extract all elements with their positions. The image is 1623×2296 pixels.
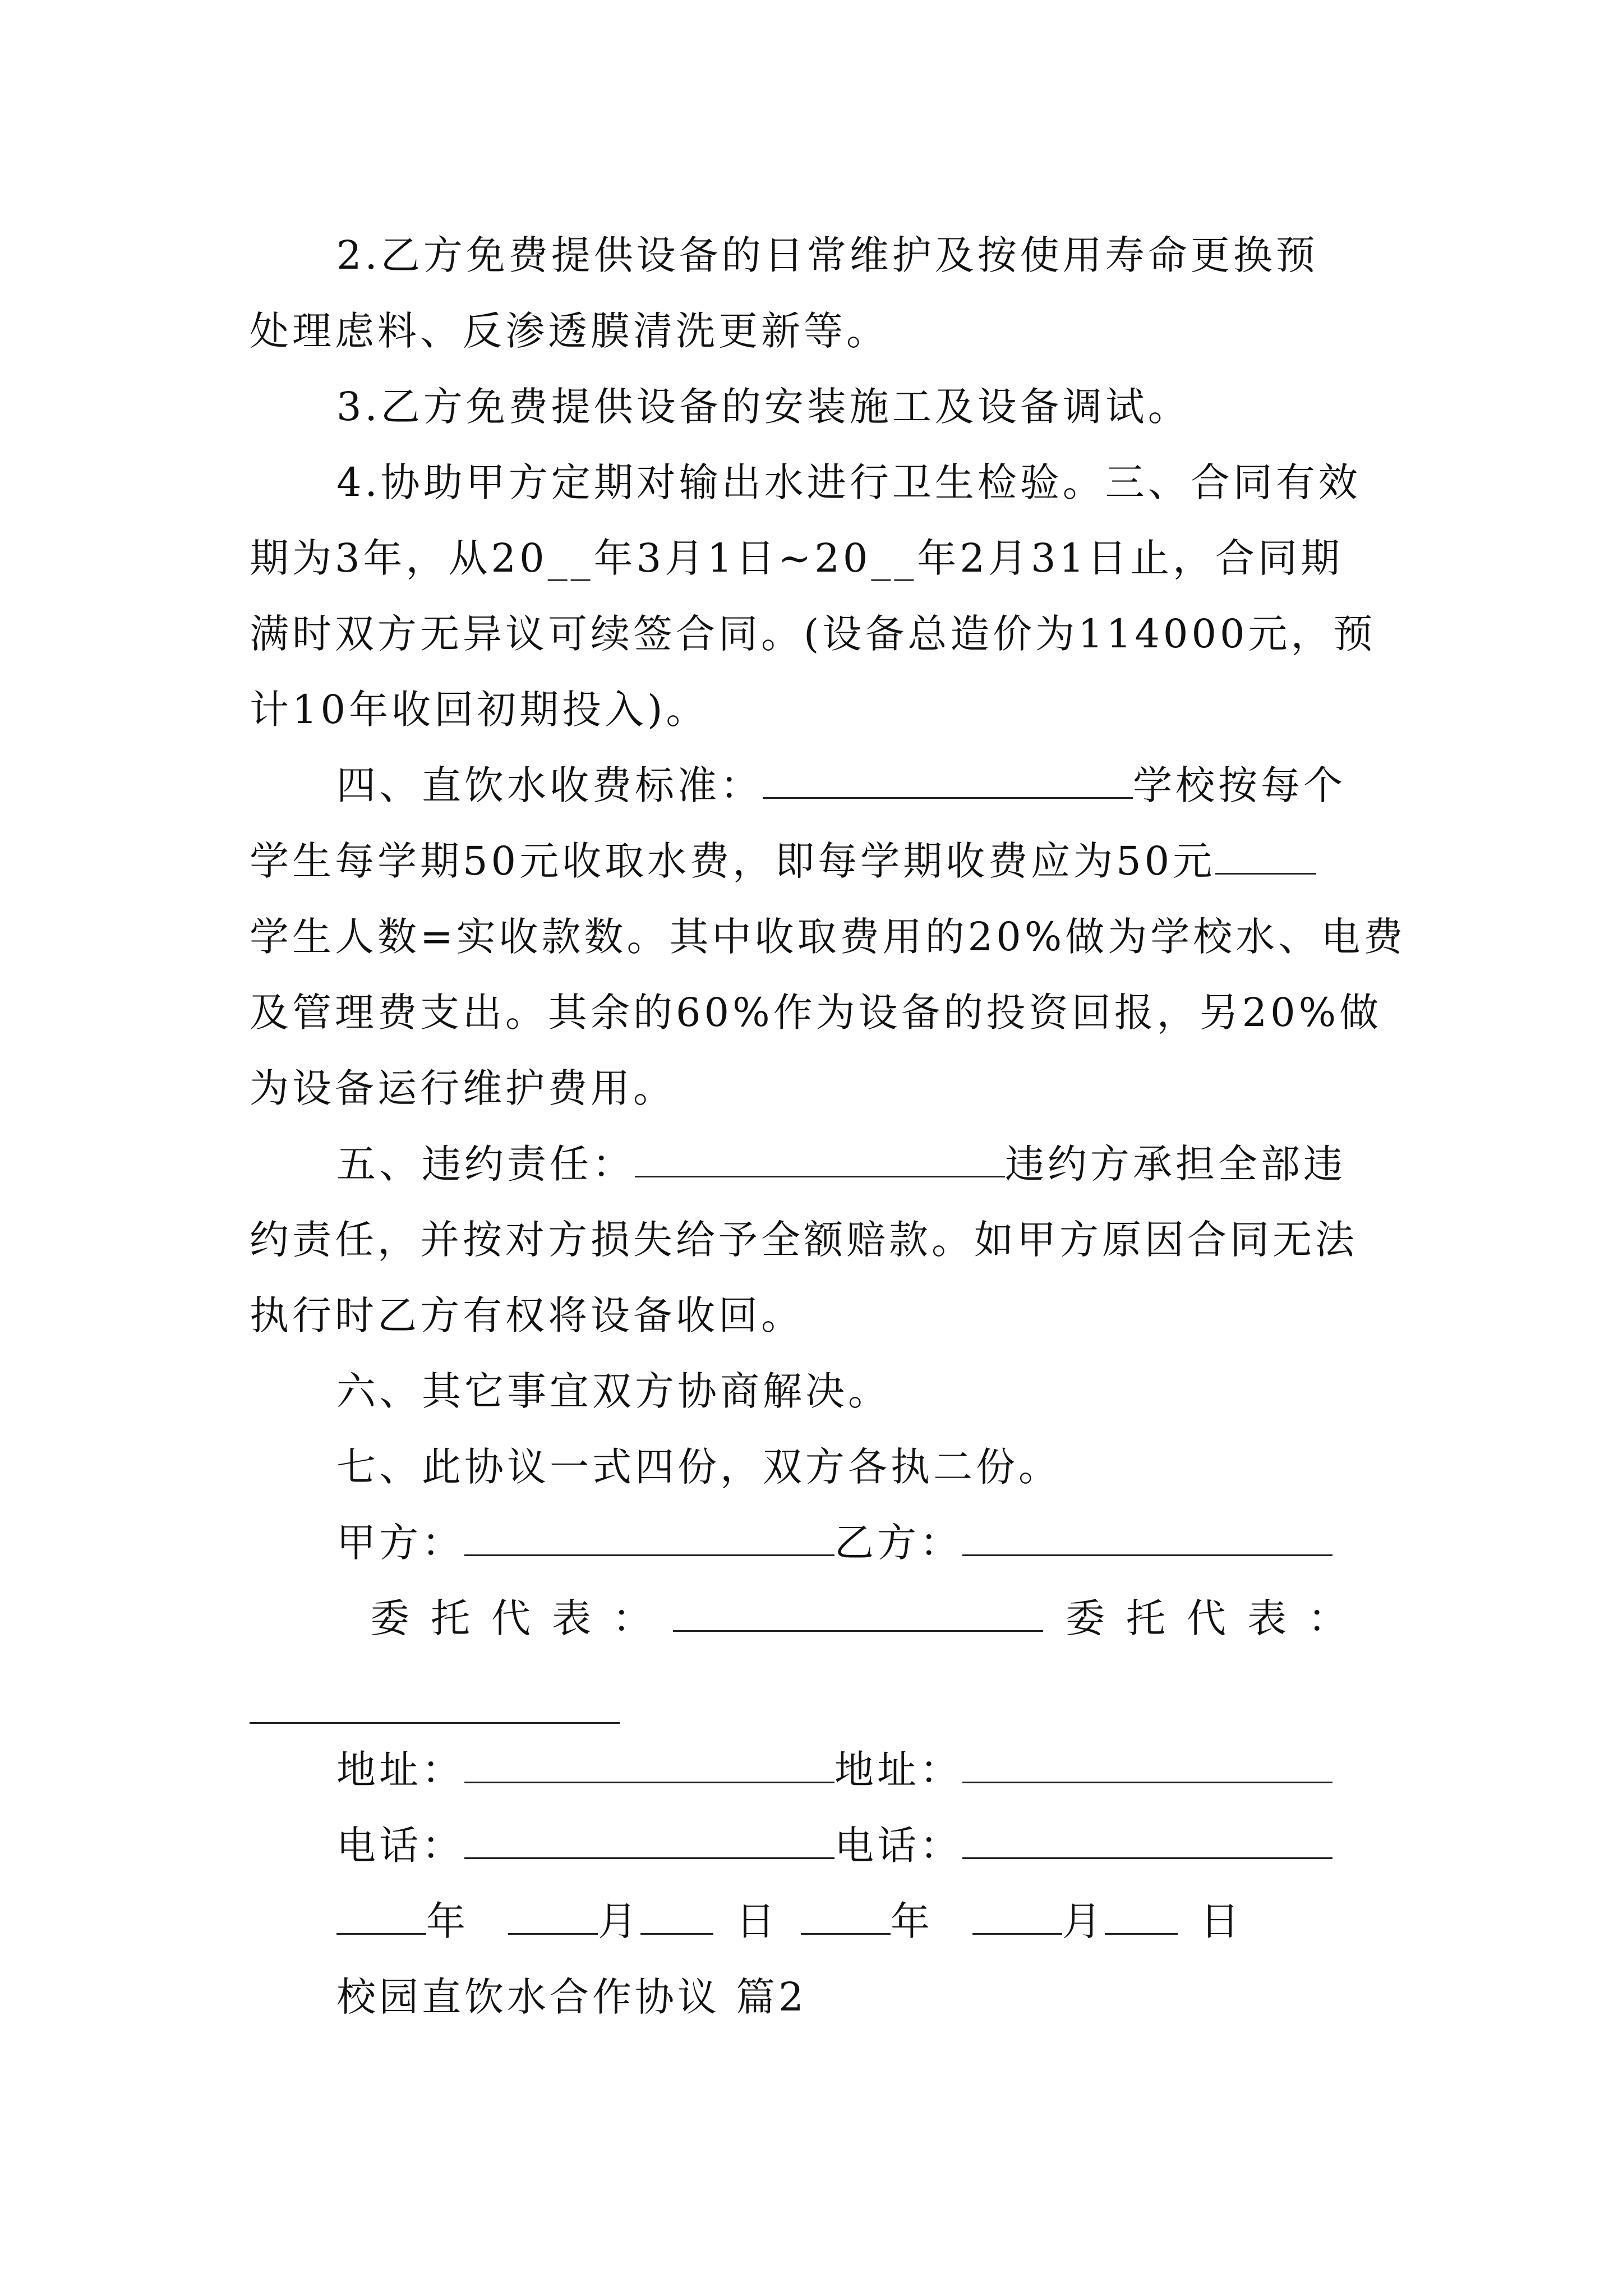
date-b-month-blank <box>972 1898 1062 1935</box>
fee-standard-text: 学校按每个 <box>1133 762 1346 808</box>
next-section-title: 校园直饮水合作协议 篇2 <box>336 1974 807 2020</box>
rep-a-label: 委托代表： <box>370 1595 673 1641</box>
fee-standard-line-3: 学生人数=实收款数。其中收取费用的20%做为学校水、电费 <box>250 914 1407 960</box>
date-a-day: 日 <box>736 1898 778 1944</box>
fee-standard-text-2: 学生每学期50元收取水费，即每学期收费应为50元 <box>250 838 1216 884</box>
party-b-blank <box>962 1520 1332 1556</box>
date-b-day-blank <box>1105 1898 1178 1935</box>
representative-line <box>370 1593 1422 1644</box>
fee-standard-line-5: 为设备运行维护费用。 <box>250 1065 676 1111</box>
date-a-year: 年 <box>426 1898 469 1944</box>
liability-label: 五、违约责任： <box>336 1141 635 1187</box>
clause-6: 六、其它事宜双方协商解决。 <box>336 1368 891 1414</box>
date-b-day: 日 <box>1200 1898 1243 1944</box>
party-a-blank <box>464 1520 834 1556</box>
date-b-year-blank <box>801 1898 891 1935</box>
fee-standard-label: 四、直饮水收费标准： <box>336 762 763 808</box>
liability-blank <box>635 1141 1005 1177</box>
address-a-label: 地址： <box>336 1747 464 1793</box>
fee-multiplier-blank <box>1215 838 1316 875</box>
rep-b-label: 委托代表： <box>1066 1595 1368 1641</box>
party-a-label: 甲方： <box>336 1520 464 1566</box>
liability-line-2: 约责任，并按对方损失给予全额赔款。如甲方原因合同无法 <box>250 1217 1358 1263</box>
phone-b-label: 电话： <box>834 1823 962 1869</box>
fee-standard-blank <box>763 762 1133 799</box>
phone-line <box>336 1820 1388 1871</box>
address-line <box>336 1745 1388 1795</box>
clause-7: 七、此协议一式四份，双方各执二份。 <box>336 1444 1061 1490</box>
clause-2-line-1: 2.乙方免费提供设备的日常维护及按使用寿命更换预 <box>336 232 1318 278</box>
clause-4-line-1: 4.协助甲方定期对输出水进行卫生检验。三、合同有效 <box>336 459 1361 505</box>
party-b-label: 乙方： <box>834 1520 962 1566</box>
fee-standard-line-4: 及管理费支出。其余的60%作为设备的投资回报，另20%做 <box>250 990 1382 1036</box>
clause-4-line-2: 期为3年，从20__年3月1日~20__年2月31日止，合同期 <box>250 535 1344 581</box>
phone-a-label: 电话： <box>336 1823 464 1869</box>
phone-b-blank <box>962 1823 1332 1859</box>
address-b-blank <box>962 1747 1332 1783</box>
date-a-month: 月 <box>598 1898 640 1944</box>
address-b-label: 地址： <box>834 1747 962 1793</box>
fee-standard-line-2 <box>250 836 1388 886</box>
party-line <box>336 1517 1388 1568</box>
clause-2-line-2: 处理虑料、反渗透膜清洗更新等。 <box>250 308 889 354</box>
rep-a-blank <box>673 1595 1043 1632</box>
date-a-day-blank <box>640 1898 713 1935</box>
clause-4-line-4: 计10年收回初期投入)。 <box>250 687 709 733</box>
fee-standard-line-1 <box>336 760 1388 811</box>
date-b-year: 年 <box>891 1898 933 1944</box>
date-b-month: 月 <box>1062 1898 1105 1944</box>
address-a-blank <box>464 1747 834 1783</box>
liability-line-1 <box>336 1139 1388 1189</box>
date-line <box>336 1896 1388 1947</box>
date-a-year-blank <box>336 1898 426 1935</box>
rep-b-blank <box>250 1722 620 1724</box>
date-a-month-blank <box>508 1898 598 1935</box>
liability-text: 违约方承担全部违 <box>1005 1141 1346 1187</box>
clause-3: 3.乙方免费提供设备的安装施工及设备调试。 <box>336 384 1191 430</box>
clause-4-line-3: 满时双方无异议可续签合同。(设备总造价为114000元，预 <box>250 611 1376 657</box>
liability-line-3: 执行时乙方有权将设备收回。 <box>250 1292 804 1338</box>
phone-a-blank <box>464 1823 834 1859</box>
